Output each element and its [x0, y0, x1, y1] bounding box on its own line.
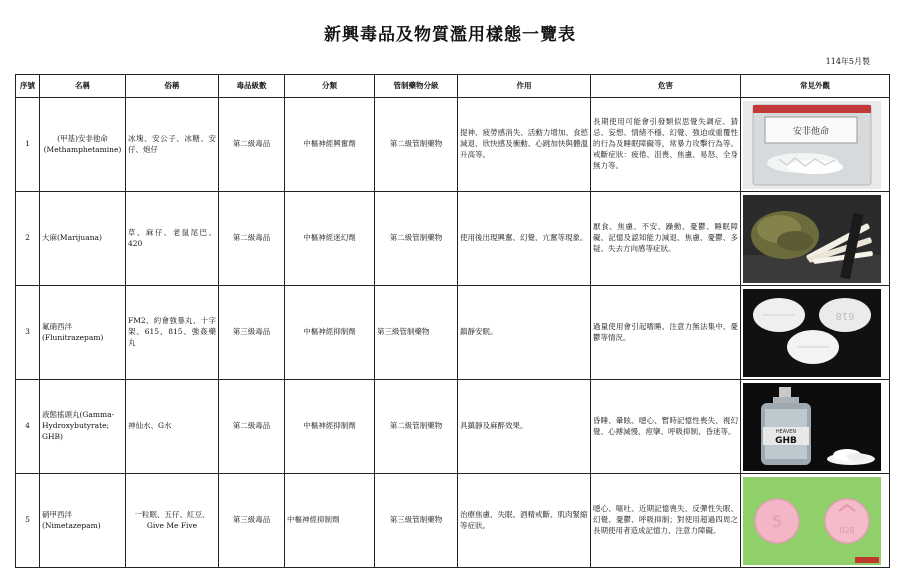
header-name: 名稱 [40, 75, 126, 98]
drug-effect: 治療焦慮、失眠、酒精戒斷、肌肉緊縮等症狀。 [458, 474, 591, 568]
table-row [16, 192, 890, 286]
bottle-sublabel-text: HEAVEN [775, 428, 797, 435]
flunitrazepam-pills-image [743, 289, 881, 377]
appearance-cell [741, 380, 890, 474]
appearance-cell [741, 474, 890, 568]
drug-alias: 一粒眠、五仔、紅豆、Give Me Five [126, 474, 219, 568]
drug-effect: 使用後出現興奮、幻覺、亢奮等現象。 [458, 192, 591, 286]
date-note: 114年5月製 [825, 57, 870, 66]
drug-category: 中樞神經興奮劑 [285, 98, 375, 192]
drug-category: 中樞神經抑制劑 [285, 380, 375, 474]
appearance-cell [741, 98, 890, 192]
drug-level: 第二級毒品 [219, 192, 285, 286]
drug-alias: FM2、約會強暴丸、十字架、615、815、強姦藥丸 [126, 286, 219, 380]
appearance-cell [741, 192, 890, 286]
drug-effect: 提神、疲勞感消失、活動力增加、食慾減退、欣快感及衝動、心跳加快與體溫升高等。 [458, 98, 591, 192]
header-category: 分類 [285, 75, 375, 98]
drug-harm: 昏睡、暈眩、噁心、暫時記憶性喪失、視幻覺、心搏減慢、痙攣、呼吸抑制、昏迷等。 [591, 380, 741, 474]
header-alias: 俗稱 [126, 75, 219, 98]
drug-alias: 冰塊、安公子、冰糖、安仔、炮仔 [126, 98, 219, 192]
drug-alias: 草、麻仔、老鼠尾巴、420 [126, 192, 219, 286]
header-appearance: 常見外觀 [741, 75, 890, 98]
drug-level: 第二級毒品 [219, 380, 285, 474]
bag-label-text: 安非他命 [792, 126, 830, 137]
drug-harm: 噁心、嘔吐、近期記憶喪失、反彈性失眠、幻覺、憂鬱、呼吸抑制；對使用超過四周之長期使用者造成記憶力、注意力障礙。 [591, 474, 741, 568]
drug-name: 液態搖頭丸(Gamma-Hydroxybutyrate; GHB) [40, 380, 126, 474]
table-row [16, 286, 890, 380]
ghb-bottle-image [743, 383, 881, 471]
row-index: 1 [16, 98, 40, 192]
pill-imprint-text: 618 [835, 309, 855, 321]
table-row [16, 380, 890, 474]
drug-effect: 鎮靜安眠。 [458, 286, 591, 380]
drug-level: 第二級毒品 [219, 98, 285, 192]
row-index: 4 [16, 380, 40, 474]
drug-name: 大麻(Marijuana) [40, 192, 126, 286]
drug-effect: 具鎮靜及麻醉效果。 [458, 380, 591, 474]
header-harm: 危害 [591, 75, 741, 98]
drug-level: 第三級毒品 [219, 286, 285, 380]
pill-imprint-text: 028 [839, 525, 855, 535]
table-header-row [16, 75, 890, 98]
marijuana-image [743, 195, 881, 283]
header-control: 管制藥物分級 [375, 75, 458, 98]
appearance-cell [741, 286, 890, 380]
drug-control: 第二級管制藥物 [375, 192, 458, 286]
drug-category: 中樞神經抑制劑 [285, 474, 375, 568]
row-index: 3 [16, 286, 40, 380]
drug-control: 第二級管制藥物 [375, 98, 458, 192]
drug-harm: 長期使用可能會引發類似思覺失調症、猜忌、妄想、情緒不穩、幻覺、強迫或重覆性的行為及睡眠障礙等，常暴力攻擊行為等。戒斷症狀：疲倦、沮喪、焦慮、易怒、全身無力等。 [591, 98, 741, 192]
header-index: 序號 [16, 75, 40, 98]
table-row [16, 98, 890, 192]
drug-control: 第二級管制藥物 [375, 380, 458, 474]
page-title: 新興毒品及物質濫用樣態一覽表 [324, 25, 576, 45]
drug-name: 硝甲西泮(Nimetazepam) [40, 474, 126, 568]
drug-name: 氟硝西泮(Flunitrazepam) [40, 286, 126, 380]
drug-name: (甲基)安非他命(Methamphetamine) [40, 98, 126, 192]
pill-number-text: 5 [771, 511, 783, 531]
drug-category: 中樞神經迷幻劑 [285, 192, 375, 286]
methamphetamine-bag-image [743, 101, 881, 189]
header-effect: 作用 [458, 75, 591, 98]
drug-alias: 神仙水、G水 [126, 380, 219, 474]
drug-control: 第三級管制藥物 [375, 474, 458, 568]
table-row [16, 474, 890, 568]
drug-harm: 過量使用會引起嗜睡、注意力無法集中、憂鬱等情況。 [591, 286, 741, 380]
drug-category: 中樞神經抑制劑 [285, 286, 375, 380]
header-level: 毒品級數 [219, 75, 285, 98]
row-index: 5 [16, 474, 40, 568]
nimetazepam-pills-image [743, 477, 881, 565]
drug-control: 第三級管制藥物 [375, 286, 458, 380]
drug-level: 第三級毒品 [219, 474, 285, 568]
drug-table [15, 74, 890, 568]
drug-harm: 厭食、焦慮、不安、躁動、憂鬱、睡眠障礙、記憶及認知能力減退、焦慮、憂鬱、多疑、失去方向感等症狀。 [591, 192, 741, 286]
bottle-label-text: GHB [775, 435, 797, 446]
row-index: 2 [16, 192, 40, 286]
